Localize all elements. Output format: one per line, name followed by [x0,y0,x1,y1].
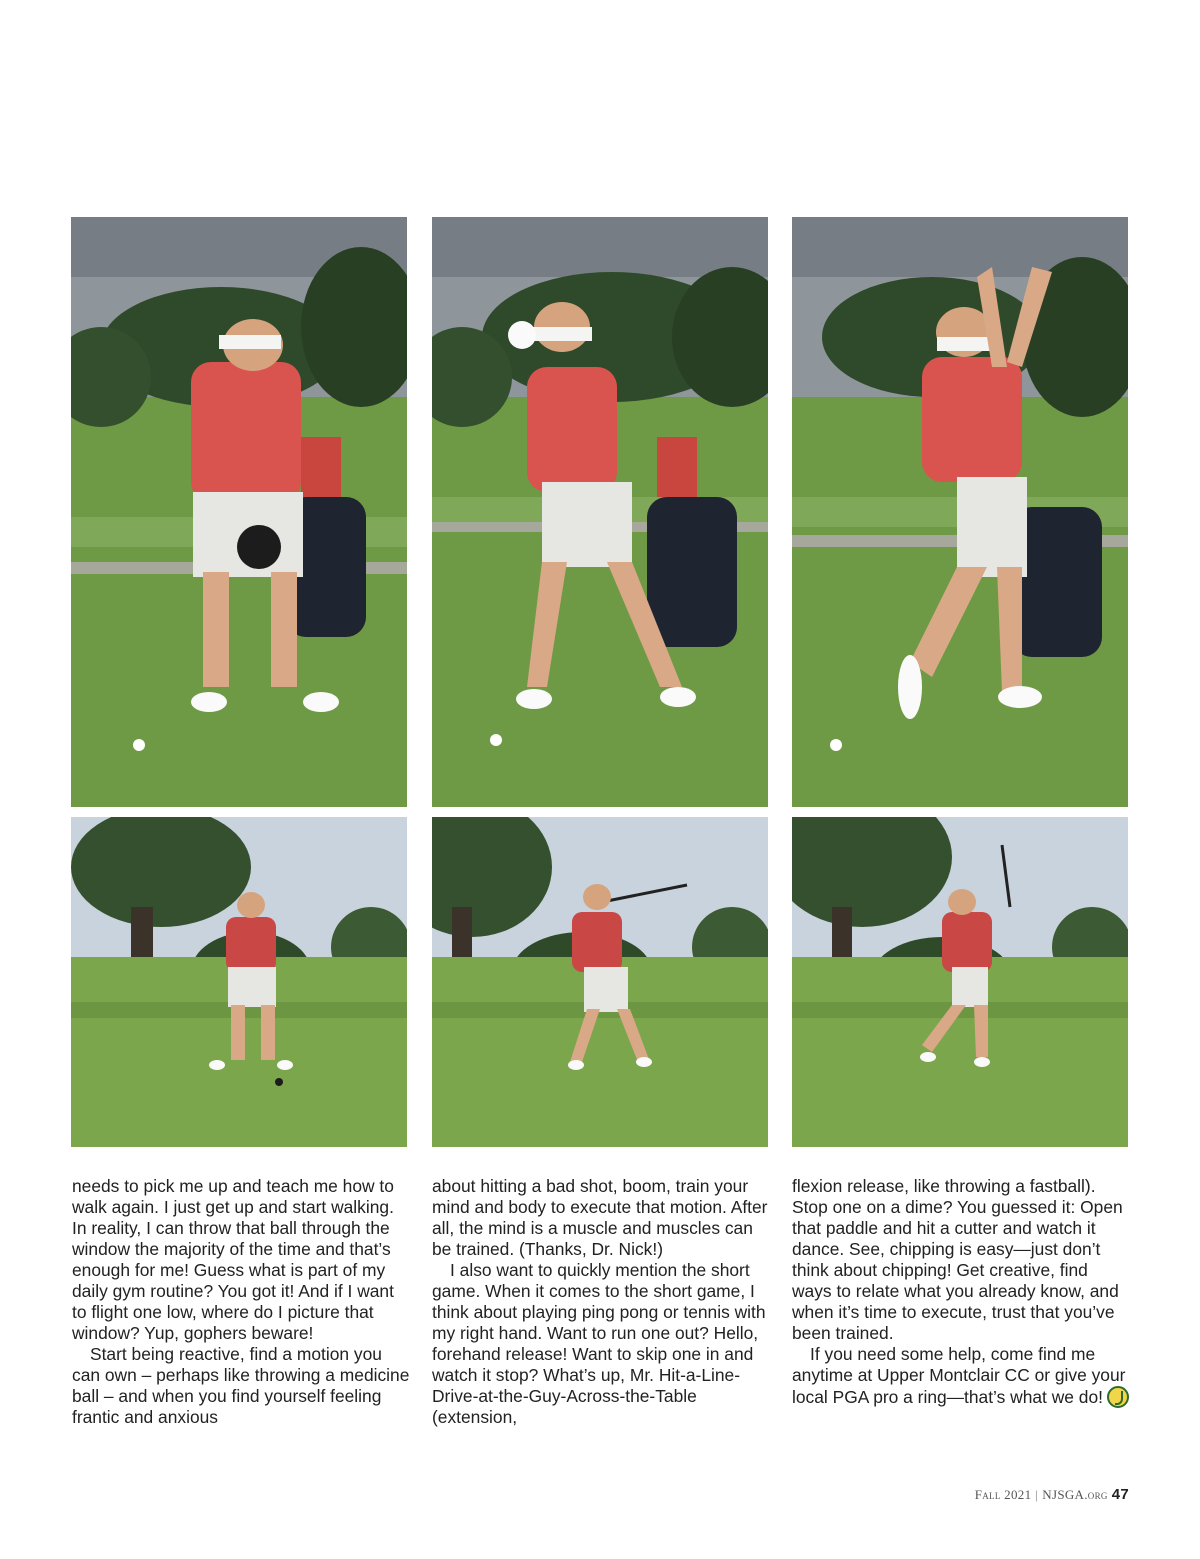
page-number: 47 [1111,1486,1129,1503]
article-column-3 [792,1176,1130,1408]
article-column-1 [72,1176,410,1428]
article-paragraph-text: If you need some help, come find me anytime at Upper Montclair CC or give your local PGA pro a ring—that’s what we do! [792,1344,1126,1407]
photo-image [432,817,768,1147]
photo-top-2 [432,217,768,807]
photo-image [792,217,1128,807]
article-paragraph: I also want to quickly mention the short game. When it comes to the short game, I think about playing ping pong or tennis with my right hand. Want to run one out? Hello, forehand release! Want to skip one in and watch it stop? What’s up, Mr. Hit-a-Line-Drive-at-the-Guy-Across-the-Table (extension, [432,1260,766,1427]
photo-bottom-3 [792,817,1128,1147]
footer-site: NJSGA.org [1042,1487,1108,1502]
photo-bottom-1 [71,817,407,1147]
photo-top-1 [71,217,407,807]
footer-season: Fall 2021 [974,1487,1032,1502]
photo-top-3 [792,217,1128,807]
article-paragraph: Start being reactive, find a motion you can own – perhaps like throwing a medicine ball – and when you find yourself feeling frantic and anxious [72,1344,410,1427]
footer-separator: | [1035,1487,1039,1502]
page-footer [975,1486,1129,1503]
njsga-logo-icon [1107,1386,1129,1408]
article-paragraph-final [792,1344,1130,1408]
photo-image [71,817,407,1147]
photo-image [432,217,768,807]
article-paragraph: needs to pick me up and teach me how to walk again. I just get up and start walking. In reality, I can throw that ball through the window the majority of the time and that’s enough for me! Guess what is part of my daily gym routine? You got it! And if I want to flight one low, where do I picture that window? Yup, gophers beware! [72,1176,394,1343]
article-column-2 [432,1176,770,1428]
photo-image [792,817,1128,1147]
article-paragraph: flexion release, like throwing a fastball). Stop one on a dime? You guessed it: Open that paddle and hit a cutter and watch it dance. See, chipping is easy—just don’t think about chipping! Get creative, find ways to relate what you already know, and when it’s time to execute, trust that you’ve been trained. [792,1176,1123,1343]
photo-image [71,217,407,807]
article-paragraph: about hitting a bad shot, boom, train your mind and body to execute that motion. After all, the mind is a muscle and muscles can be trained. (Thanks, Dr. Nick!) [432,1176,768,1259]
photo-bottom-2 [432,817,768,1147]
